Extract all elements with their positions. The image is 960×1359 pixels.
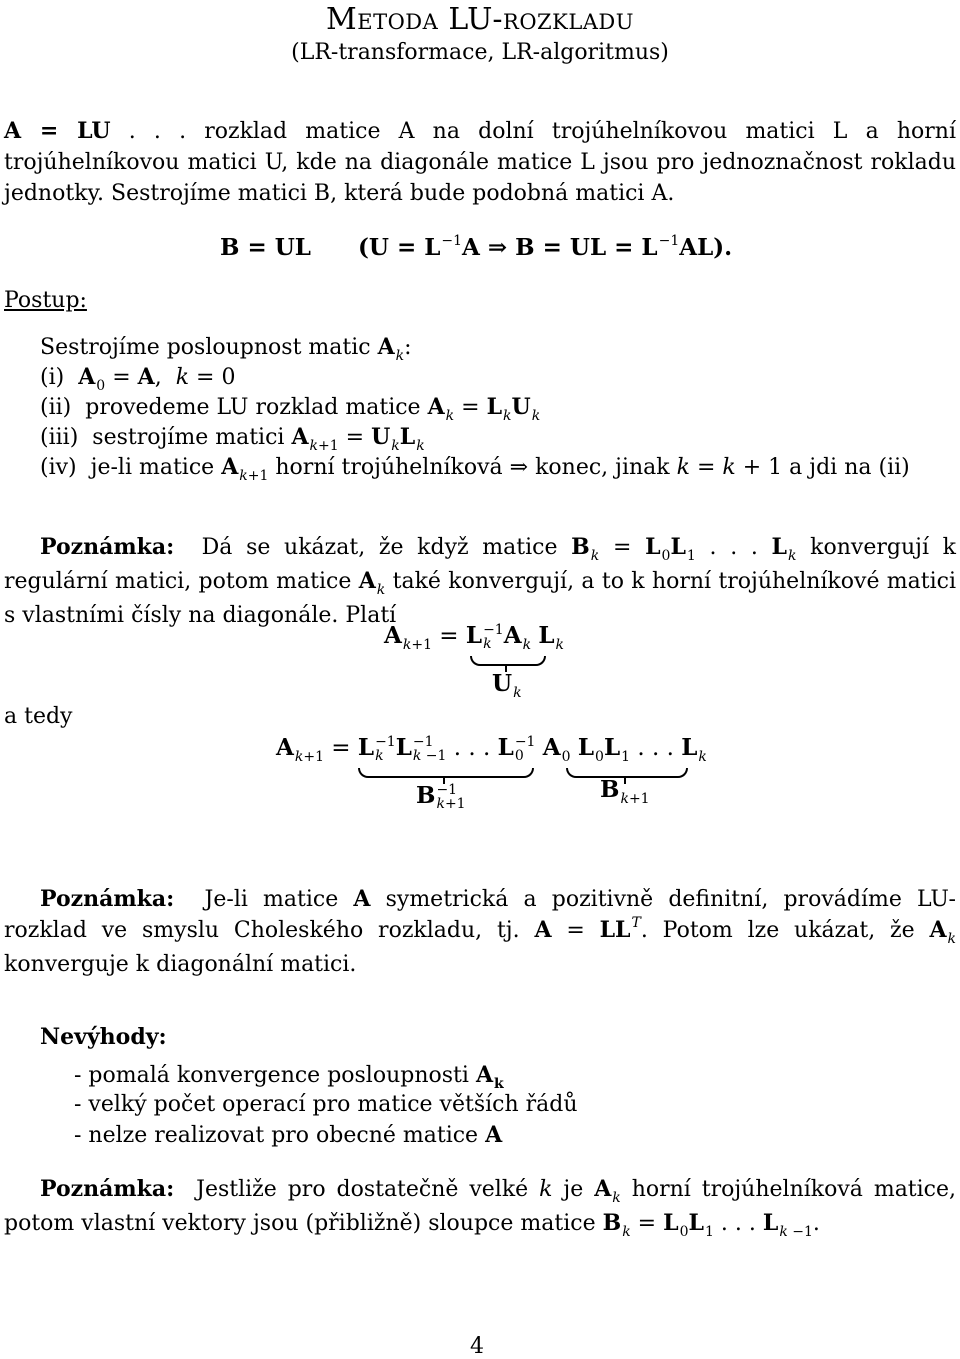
formula-b-mid: A ⇒ B = UL = L — [462, 234, 658, 261]
intro-text: . . . rozklad matice A na dolní trojúhelníkovou matici L a horní trojúhelníkovou matici U, kde na diagonále matice L jsou pro jednoznačnost rokladu jednotky. Sestrojíme matici B, která bude podobná matici A. — [4, 119, 956, 206]
step-iii-label: (iii) — [40, 425, 79, 450]
step-ii-label: (ii) — [40, 395, 72, 420]
note-1-label: Poznámka: — [40, 534, 175, 560]
brace-uk-label: $U_k$ — [492, 670, 522, 701]
step-i: (i) $A_0 = A$, k = 0 — [40, 364, 236, 394]
disadvantage-item: - velký počet operací pro matice větších řádů — [74, 1092, 578, 1117]
formula-ak1-expanded: $A_{k+1} = L$ −1 k L −1 k −1 . . . L −1 0 $A_0$ $L_0L_1$ . . . $L_k$ — [276, 734, 707, 765]
brace-binv — [358, 768, 534, 778]
page-title: Metoda LU-rozkladu — [326, 2, 634, 37]
intro-paragraph — [4, 116, 956, 209]
step-iv-text1: je-li matice — [90, 455, 215, 480]
note-3-label: Poznámka: — [40, 1176, 175, 1202]
disadvantage-item: - pomalá konvergence posloupnosti $A_k$ — [74, 1062, 504, 1092]
step-iv-text2: horní trojúhelníková ⇒ konec, jinak — [275, 455, 670, 480]
intro-lhs: A = LU — [4, 118, 111, 144]
brace-uk — [470, 656, 546, 666]
page-subtitle: (LR-transformace, LR-algoritmus) — [291, 40, 669, 65]
note-1: Poznámka: Dá se ukázat, že když matice $B_k = L_0L_1$ . . . $L_k$ konvergují k regulární matici, potom matice $A_k$ také konvergují, a to k horní trojúhelníkové matici s vlastními čísly na diagonále. Platí — [4, 534, 957, 628]
disadvantages-label: Nevýhody: — [40, 1024, 167, 1050]
step-iv-text3: a jdi na (ii) — [789, 455, 910, 480]
note-2: Poznámka: Je-li matice A symetrická a pozitivně definitní, provádíme LU-rozklad ve smyslu Choleského rozkladu, tj. $A = LL^T$. Potom lze ukázat, že $A_k$ konverguje k diagonální matici. — [4, 886, 957, 977]
brace-binv-label: B −1 k+1 — [416, 782, 466, 812]
formula-ak1: $A_{k+1} = L$ −1 k $A_k$ $L_k$ — [384, 622, 565, 653]
formula-b-ul — [220, 234, 311, 261]
formula-b-left: B = UL — [220, 234, 311, 261]
disadvantage-item: - nelze realizovat pro obecné matice A — [74, 1122, 503, 1148]
brace-bk1-label: $B_{k+1}$ — [600, 776, 650, 807]
step-iii: (iii) sestrojíme matici $A_{k+1} = U_kL_k$ — [40, 424, 425, 454]
note-2-label: Poznámka: — [40, 886, 175, 912]
exp-2: −1 — [658, 233, 680, 249]
a-tedy: a tedy — [4, 704, 73, 729]
postup-label: Postup: — [4, 288, 87, 313]
note-3: Poznámka: Jestliže pro dostatečně velké k je $A_k$ horní trojúhelníková matice, potom vlastní vektory jsou (přibližně) sloupce matice $B_k = L_0L_1$ . . . $L_{k -1}$. — [4, 1176, 957, 1240]
step-iv: (iv) je-li matice $A_{k+1}$ horní trojúhelníková ⇒ konec, jinak k = k + 1 a jdi na (ii) — [40, 454, 910, 484]
steps-intro: Sestrojíme posloupnost matic $A_k$: — [40, 334, 412, 364]
formula-b-right — [358, 234, 732, 261]
step-i-label: (i) — [40, 365, 65, 390]
formula-b-end: AL). — [679, 234, 733, 261]
steps-intro-text: Sestrojíme posloupnost matic — [40, 335, 371, 360]
step-ii: (ii) provedeme LU rozklad matice $A_k = L_kU_k$ — [40, 394, 541, 424]
exp-1: −1 — [441, 233, 463, 249]
step-iii-text: sestrojíme matici — [92, 425, 285, 450]
step-ii-text: provedeme LU rozklad matice — [85, 395, 421, 420]
page-number: 4 — [470, 1334, 484, 1359]
step-iv-label: (iv) — [40, 455, 77, 480]
formula-b-open: (U = L — [358, 234, 441, 261]
